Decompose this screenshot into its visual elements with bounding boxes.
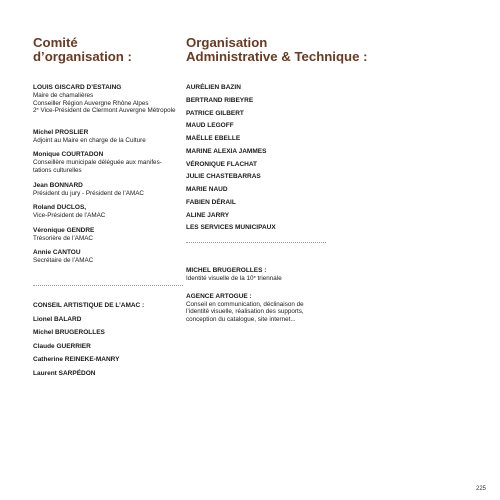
member-bonnard: Jean BONNARD Président du jury - Président de l’AMAC [33, 181, 144, 197]
artistic-member: Catherine REINEKE-MANRY [33, 356, 120, 364]
staff-member: BERTRAND RIBEYRE [186, 96, 254, 104]
organising-committee-heading: Comité d’organisation : [33, 35, 132, 64]
visual-identity-credit: MICHEL BRUGEROLLES : Identité visuelle de la 10e triennale [186, 267, 346, 283]
member-cantou: Annie CANTOU Secrétaire de l’AMAC [33, 249, 94, 265]
artistic-member: Claude GUERRIER [33, 342, 91, 350]
agency-credit: AGENCE ARTOGUE : Conseil en communication, déclinaison de l’identité visuelle, réalisation des supports, conception du catalogue, site internet... [186, 292, 304, 324]
divider [186, 242, 326, 243]
staff-member: FABIEN DÉRAIL [186, 198, 236, 206]
member-giscard: LOUIS GISCARD D’ESTAING Maire de chamalières Conseiller Région Auvergne Rhône Alpes 2e Vice-Président de Clermont Auvergne Métropole [33, 84, 183, 115]
left-column [33, 36, 183, 378]
staff-member: PATRICE GILBERT [186, 109, 244, 117]
divider [33, 285, 183, 286]
artistic-member: Lionel BALARD [33, 315, 82, 323]
artistic-council-title: CONSEIL ARTISTIQUE DE L’AMAC : [33, 301, 145, 309]
staff-member: LES SERVICES MUNICIPAUX [186, 224, 276, 232]
member-duclos: Roland DUCLOS, Vice-Président de l’AMAC [33, 204, 106, 220]
staff-member: MARINE ALEXIA JAMMES [186, 147, 267, 155]
page-number: 225 [475, 486, 486, 492]
administrative-technical-heading: Organisation Administrative & Technique : [186, 35, 368, 64]
staff-member: MAËLLE EBELLE [186, 135, 241, 142]
artistic-member: Laurent SARPÉDON [33, 369, 96, 377]
staff-member: JULIE CHASTEBARRAS [186, 173, 261, 181]
right-column [186, 35, 368, 331]
staff-member: AURÉLIEN BAZIN [186, 84, 241, 91]
visual-identity-line: Identité visuelle de la 10e triennale [186, 274, 282, 283]
member-proslier: Michel PROSLIER Adjoint au Maire en charge de la Culture [33, 128, 146, 144]
staff-member: MARIE NAUD [186, 186, 228, 193]
role-vice-president-metropole: 2e Vice-Président de Clermont Auvergne Métropole [33, 106, 176, 115]
member-gendre: Véronique GENDRE Trésorière de l’AMAC [33, 226, 95, 242]
artistic-member: Michel BRUGEROLLES [33, 329, 105, 337]
staff-member: MAUD LEGOFF [186, 122, 234, 130]
staff-list [186, 84, 346, 232]
member-courtadon: Monique COURTADON Conseillère municipale déléguée aux manifes- tations culturelles [33, 151, 162, 174]
staff-member: VÉRONIQUE FLACHAT [186, 160, 258, 168]
staff-member: ALINE JARRY [186, 211, 230, 219]
